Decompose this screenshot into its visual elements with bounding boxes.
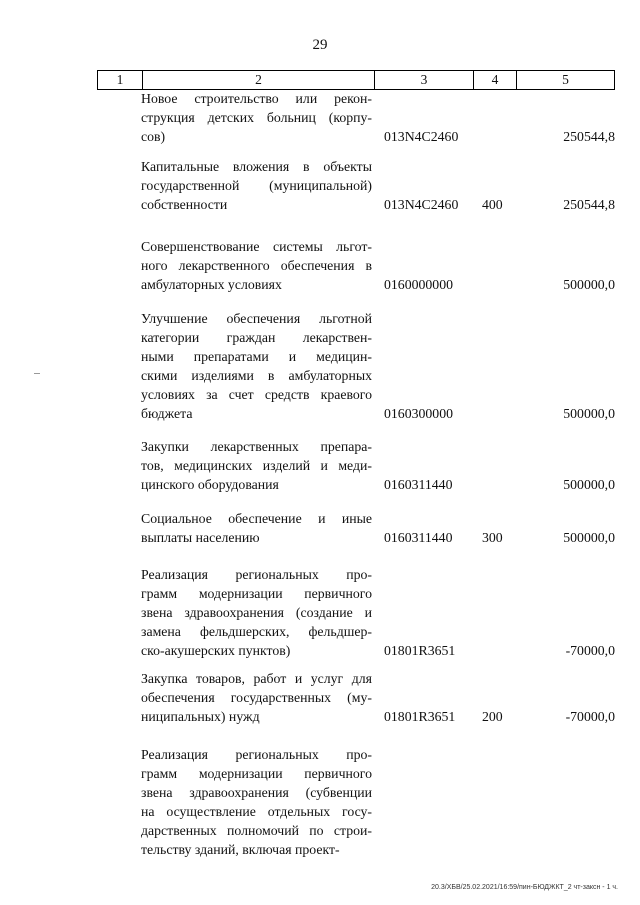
row-name-line: Социальное обеспечение и иные xyxy=(141,511,372,526)
row-name-line: грамм модернизации первичного xyxy=(141,586,372,601)
row-expense-type: 400 xyxy=(482,197,503,212)
row-amount: 500000,0 xyxy=(563,277,615,292)
row-code: 0160000000 xyxy=(384,277,453,292)
row-name-line: грамм модернизации первичного xyxy=(141,766,372,781)
row-code: 013N4C2460 xyxy=(384,197,459,212)
column-header-table xyxy=(97,70,615,90)
column-header-3: 3 xyxy=(375,71,474,90)
row-name-line: ного лекарственного обеспечения в xyxy=(141,258,372,273)
row-name-line: амбулаторных условиях xyxy=(141,277,282,292)
row-amount: 250544,8 xyxy=(563,129,615,144)
row-name-line: струкция детских больниц (корпу- xyxy=(141,110,372,125)
row-expense-type: 300 xyxy=(482,530,503,545)
row-code: 0160300000 xyxy=(384,406,453,421)
row-name-line: скими изделиями в амбулаторных xyxy=(141,368,372,383)
row-name-line: Новое строительство или рекон- xyxy=(141,91,372,106)
row-name xyxy=(141,565,372,660)
row-name-line: звена здравоохранения (субвенции xyxy=(141,785,372,800)
row-name-line: тов, медицинских изделий и меди- xyxy=(141,458,372,473)
column-header-2: 2 xyxy=(143,71,375,90)
scan-edge-mark xyxy=(34,373,40,374)
row-name-line: обеспечения государственных (му- xyxy=(141,690,372,705)
column-header-5: 5 xyxy=(517,71,615,90)
row-expense-type: 200 xyxy=(482,709,503,724)
row-name-line: государственной (муниципальной) xyxy=(141,178,372,193)
row-name-line: замена фельдшерских, фельдшер- xyxy=(141,624,372,639)
footer-note: 20.3/ХБВ/25.02.2021/16:59/пин-БЮДЖКТ_2 чт-заксн - 1 ч. xyxy=(431,884,618,891)
row-name-line: звена здравоохранения (создание и xyxy=(141,605,372,620)
row-name-line: цинского оборудования xyxy=(141,477,279,492)
row-amount: 500000,0 xyxy=(563,477,615,492)
row-amount: -70000,0 xyxy=(565,643,615,658)
column-header-row xyxy=(98,71,615,90)
row-code: 0160311440 xyxy=(384,477,453,492)
row-name-line: Закупки лекарственных препара- xyxy=(141,439,372,454)
row-name-line: Совершенствование системы льгот- xyxy=(141,239,372,254)
row-name-line: дарственных полномочий по строи- xyxy=(141,823,372,838)
row-name-line: Закупка товаров, работ и услуг для xyxy=(141,671,372,686)
row-name-line: условиях за счет средств краевого xyxy=(141,387,372,402)
row-name xyxy=(141,309,372,423)
row-name xyxy=(141,509,372,547)
row-code: 01801R3651 xyxy=(384,643,456,658)
column-header-4: 4 xyxy=(474,71,517,90)
row-name-line: категории граждан лекарствен- xyxy=(141,330,372,345)
row-name-line: Реализация региональных про- xyxy=(141,567,372,582)
page-number: 29 xyxy=(312,37,328,53)
row-name-line: тельству зданий, включая проект- xyxy=(141,842,340,857)
column-header-1: 1 xyxy=(98,71,143,90)
row-name-line: ными препаратами и медицин- xyxy=(141,349,372,364)
row-name xyxy=(141,437,372,494)
row-amount: -70000,0 xyxy=(565,709,615,724)
row-amount: 500000,0 xyxy=(563,530,615,545)
row-name-line: на осуществление отдельных госу- xyxy=(141,804,372,819)
row-name-line: бюджета xyxy=(141,406,193,421)
row-name xyxy=(141,745,372,859)
row-name-line: Реализация региональных про- xyxy=(141,747,372,762)
row-code: 013N4C2460 xyxy=(384,129,459,144)
row-name-line: сов) xyxy=(141,129,166,144)
row-name-line: ниципальных) нужд xyxy=(141,709,260,724)
row-code: 01801R3651 xyxy=(384,709,456,724)
row-name xyxy=(141,237,372,294)
row-name xyxy=(141,157,372,214)
row-name-line: собственности xyxy=(141,197,228,212)
row-name-line: Капитальные вложения в объекты xyxy=(141,159,372,174)
row-name-line: Улучшение обеспечения льготной xyxy=(141,311,372,326)
row-name xyxy=(141,89,372,146)
row-amount: 500000,0 xyxy=(563,406,615,421)
row-name xyxy=(141,669,372,726)
row-code: 0160311440 xyxy=(384,530,453,545)
row-name-line: ско-акушерских пунктов) xyxy=(141,643,291,658)
row-name-line: выплаты населению xyxy=(141,530,260,545)
row-amount: 250544,8 xyxy=(563,197,615,212)
